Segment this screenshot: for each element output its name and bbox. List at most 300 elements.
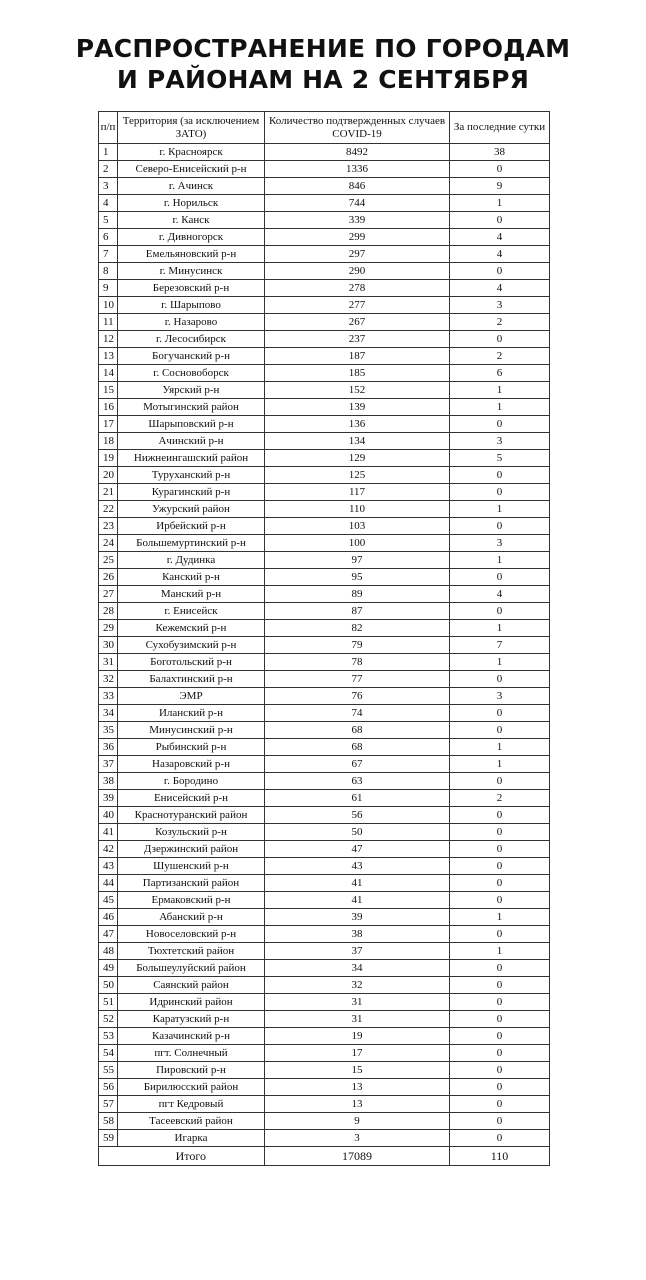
row-territory: Ужурский район <box>118 501 265 518</box>
row-confirmed: 79 <box>265 637 450 654</box>
row-territory: г. Шарыпово <box>118 297 265 314</box>
row-territory: Туруханский р-н <box>118 467 265 484</box>
row-confirmed: 15 <box>265 1062 450 1079</box>
row-last-day: 3 <box>450 433 550 450</box>
row-confirmed: 97 <box>265 552 450 569</box>
row-territory: Саянский район <box>118 977 265 994</box>
row-territory: г. Минусинск <box>118 263 265 280</box>
table-row <box>99 416 550 433</box>
row-last-day: 4 <box>450 246 550 263</box>
row-territory: Козульский р-н <box>118 824 265 841</box>
table-row <box>99 790 550 807</box>
table-total-row <box>99 1147 550 1166</box>
row-territory: Ирбейский р-н <box>118 518 265 535</box>
row-territory: Иланский р-н <box>118 705 265 722</box>
table-row <box>99 654 550 671</box>
row-last-day: 1 <box>450 382 550 399</box>
table-row <box>99 1113 550 1130</box>
row-num: 19 <box>99 450 118 467</box>
table-row <box>99 620 550 637</box>
row-num: 12 <box>99 331 118 348</box>
row-territory: Ачинский р-н <box>118 433 265 450</box>
row-territory: г. Дивногорск <box>118 229 265 246</box>
row-territory: г. Ачинск <box>118 178 265 195</box>
row-confirmed: 78 <box>265 654 450 671</box>
row-territory: г. Сосновоборск <box>118 365 265 382</box>
title-line-2: И РАЙОНАМ НА 2 СЕНТЯБРЯ <box>116 65 530 94</box>
row-num: 11 <box>99 314 118 331</box>
row-confirmed: 74 <box>265 705 450 722</box>
table-row <box>99 569 550 586</box>
row-confirmed: 8492 <box>265 144 450 161</box>
table-row <box>99 1011 550 1028</box>
total-label: Итого <box>118 1147 265 1166</box>
row-territory: Игарка <box>118 1130 265 1147</box>
row-num: 2 <box>99 161 118 178</box>
table-row <box>99 484 550 501</box>
row-num: 56 <box>99 1079 118 1096</box>
row-territory: Манский р-н <box>118 586 265 603</box>
table-row <box>99 297 550 314</box>
row-last-day: 0 <box>450 1096 550 1113</box>
row-num: 59 <box>99 1130 118 1147</box>
row-last-day: 0 <box>450 1045 550 1062</box>
table-row <box>99 1130 550 1147</box>
table-row <box>99 501 550 518</box>
row-last-day: 0 <box>450 824 550 841</box>
row-num: 27 <box>99 586 118 603</box>
row-territory: г. Норильск <box>118 195 265 212</box>
table-row <box>99 246 550 263</box>
row-num: 34 <box>99 705 118 722</box>
row-num: 8 <box>99 263 118 280</box>
row-confirmed: 32 <box>265 977 450 994</box>
table-row <box>99 161 550 178</box>
row-territory: Мотыгинский район <box>118 399 265 416</box>
table-row <box>99 1045 550 1062</box>
row-last-day: 0 <box>450 603 550 620</box>
table-row <box>99 773 550 790</box>
row-num: 41 <box>99 824 118 841</box>
row-last-day: 0 <box>450 1130 550 1147</box>
row-num: 20 <box>99 467 118 484</box>
row-last-day: 1 <box>450 195 550 212</box>
row-confirmed: 152 <box>265 382 450 399</box>
row-territory: Минусинский р-н <box>118 722 265 739</box>
row-confirmed: 13 <box>265 1079 450 1096</box>
row-last-day: 3 <box>450 688 550 705</box>
row-confirmed: 67 <box>265 756 450 773</box>
row-confirmed: 9 <box>265 1113 450 1130</box>
row-territory: г. Красноярск <box>118 144 265 161</box>
row-confirmed: 139 <box>265 399 450 416</box>
row-confirmed: 56 <box>265 807 450 824</box>
row-confirmed: 68 <box>265 722 450 739</box>
row-last-day: 0 <box>450 1011 550 1028</box>
table-row <box>99 943 550 960</box>
row-last-day: 0 <box>450 705 550 722</box>
row-confirmed: 77 <box>265 671 450 688</box>
total-blank-cell <box>99 1147 118 1166</box>
table-row <box>99 195 550 212</box>
table-row <box>99 1028 550 1045</box>
row-num: 14 <box>99 365 118 382</box>
row-last-day: 1 <box>450 943 550 960</box>
row-num: 6 <box>99 229 118 246</box>
row-last-day: 0 <box>450 467 550 484</box>
table-row <box>99 841 550 858</box>
row-last-day: 0 <box>450 484 550 501</box>
row-confirmed: 41 <box>265 892 450 909</box>
table-row <box>99 263 550 280</box>
row-territory: г. Канск <box>118 212 265 229</box>
row-territory: Березовский р-н <box>118 280 265 297</box>
table-row <box>99 314 550 331</box>
row-confirmed: 31 <box>265 994 450 1011</box>
row-num: 9 <box>99 280 118 297</box>
table-row <box>99 875 550 892</box>
row-confirmed: 185 <box>265 365 450 382</box>
row-confirmed: 277 <box>265 297 450 314</box>
table-row <box>99 586 550 603</box>
row-last-day: 3 <box>450 297 550 314</box>
row-last-day: 1 <box>450 620 550 637</box>
table-row <box>99 467 550 484</box>
row-last-day: 0 <box>450 960 550 977</box>
row-confirmed: 290 <box>265 263 450 280</box>
row-last-day: 0 <box>450 773 550 790</box>
table-row <box>99 807 550 824</box>
row-territory: Тюхтетский район <box>118 943 265 960</box>
row-confirmed: 100 <box>265 535 450 552</box>
row-territory: Нижнеингашский район <box>118 450 265 467</box>
row-last-day: 5 <box>450 450 550 467</box>
row-confirmed: 38 <box>265 926 450 943</box>
row-territory: Идринский район <box>118 994 265 1011</box>
row-territory: Назаровский р-н <box>118 756 265 773</box>
table-row <box>99 212 550 229</box>
row-num: 47 <box>99 926 118 943</box>
table-row <box>99 518 550 535</box>
table-row <box>99 229 550 246</box>
row-territory: Абанский р-н <box>118 909 265 926</box>
row-territory: Уярский р-н <box>118 382 265 399</box>
table-body <box>99 144 550 1147</box>
row-last-day: 3 <box>450 535 550 552</box>
row-confirmed: 82 <box>265 620 450 637</box>
row-confirmed: 297 <box>265 246 450 263</box>
row-territory: г. Енисейск <box>118 603 265 620</box>
row-territory: г. Лесосибирск <box>118 331 265 348</box>
table-row <box>99 1096 550 1113</box>
row-last-day: 0 <box>450 416 550 433</box>
total-confirmed: 17089 <box>265 1147 450 1166</box>
header-num: п/п <box>99 112 118 144</box>
row-confirmed: 129 <box>265 450 450 467</box>
row-num: 45 <box>99 892 118 909</box>
table-row <box>99 688 550 705</box>
row-territory: Партизанский район <box>118 875 265 892</box>
row-territory: Тасеевский район <box>118 1113 265 1130</box>
row-confirmed: 134 <box>265 433 450 450</box>
table-row <box>99 892 550 909</box>
table-row <box>99 909 550 926</box>
row-territory: Каратузский р-н <box>118 1011 265 1028</box>
row-confirmed: 136 <box>265 416 450 433</box>
row-confirmed: 61 <box>265 790 450 807</box>
table-row <box>99 637 550 654</box>
table-row <box>99 433 550 450</box>
row-num: 22 <box>99 501 118 518</box>
row-confirmed: 846 <box>265 178 450 195</box>
row-confirmed: 37 <box>265 943 450 960</box>
table-row <box>99 926 550 943</box>
row-num: 37 <box>99 756 118 773</box>
row-num: 40 <box>99 807 118 824</box>
row-last-day: 0 <box>450 841 550 858</box>
row-confirmed: 237 <box>265 331 450 348</box>
row-territory: Курагинский р-н <box>118 484 265 501</box>
row-territory: Сухобузимский р-н <box>118 637 265 654</box>
row-confirmed: 95 <box>265 569 450 586</box>
row-num: 48 <box>99 943 118 960</box>
row-num: 35 <box>99 722 118 739</box>
row-confirmed: 89 <box>265 586 450 603</box>
row-num: 15 <box>99 382 118 399</box>
table-row <box>99 535 550 552</box>
row-confirmed: 187 <box>265 348 450 365</box>
row-num: 32 <box>99 671 118 688</box>
row-num: 54 <box>99 1045 118 1062</box>
row-territory: Дзержинский район <box>118 841 265 858</box>
row-territory: Ермаковский р-н <box>118 892 265 909</box>
row-territory: Новоселовский р-н <box>118 926 265 943</box>
row-territory: Енисейский р-н <box>118 790 265 807</box>
row-confirmed: 63 <box>265 773 450 790</box>
row-territory: Шушенский р-н <box>118 858 265 875</box>
row-num: 21 <box>99 484 118 501</box>
table-row <box>99 960 550 977</box>
row-last-day: 0 <box>450 212 550 229</box>
table-row <box>99 756 550 773</box>
row-num: 43 <box>99 858 118 875</box>
row-num: 26 <box>99 569 118 586</box>
row-confirmed: 87 <box>265 603 450 620</box>
row-num: 49 <box>99 960 118 977</box>
row-last-day: 4 <box>450 586 550 603</box>
row-last-day: 0 <box>450 1028 550 1045</box>
row-num: 13 <box>99 348 118 365</box>
row-num: 44 <box>99 875 118 892</box>
row-last-day: 1 <box>450 739 550 756</box>
row-last-day: 1 <box>450 654 550 671</box>
row-territory: Рыбинский р-н <box>118 739 265 756</box>
row-last-day: 1 <box>450 909 550 926</box>
row-territory: Бирилюсский район <box>118 1079 265 1096</box>
row-territory: Емельяновский р-н <box>118 246 265 263</box>
row-last-day: 0 <box>450 263 550 280</box>
table-row <box>99 399 550 416</box>
row-last-day: 4 <box>450 280 550 297</box>
table-row <box>99 144 550 161</box>
row-last-day: 0 <box>450 569 550 586</box>
row-num: 28 <box>99 603 118 620</box>
row-confirmed: 13 <box>265 1096 450 1113</box>
row-territory: Казачинский р-н <box>118 1028 265 1045</box>
row-confirmed: 47 <box>265 841 450 858</box>
row-last-day: 0 <box>450 518 550 535</box>
row-confirmed: 339 <box>265 212 450 229</box>
row-num: 4 <box>99 195 118 212</box>
row-last-day: 0 <box>450 892 550 909</box>
row-num: 3 <box>99 178 118 195</box>
row-territory: г. Дудинка <box>118 552 265 569</box>
row-last-day: 0 <box>450 858 550 875</box>
row-last-day: 2 <box>450 314 550 331</box>
row-num: 51 <box>99 994 118 1011</box>
row-last-day: 0 <box>450 926 550 943</box>
row-num: 39 <box>99 790 118 807</box>
header-confirmed: Количество подтвержденных случаев COVID-19 <box>265 112 450 144</box>
row-num: 29 <box>99 620 118 637</box>
row-num: 1 <box>99 144 118 161</box>
row-num: 16 <box>99 399 118 416</box>
row-confirmed: 19 <box>265 1028 450 1045</box>
row-territory: Большемуртинский р-н <box>118 535 265 552</box>
row-confirmed: 17 <box>265 1045 450 1062</box>
row-num: 53 <box>99 1028 118 1045</box>
row-num: 10 <box>99 297 118 314</box>
table-row <box>99 977 550 994</box>
table-row <box>99 348 550 365</box>
table-row <box>99 824 550 841</box>
row-last-day: 0 <box>450 875 550 892</box>
row-confirmed: 50 <box>265 824 450 841</box>
row-num: 24 <box>99 535 118 552</box>
row-confirmed: 1336 <box>265 161 450 178</box>
table-row <box>99 858 550 875</box>
row-territory: Краснотуранский район <box>118 807 265 824</box>
table-row <box>99 552 550 569</box>
row-num: 38 <box>99 773 118 790</box>
covid-cases-table <box>98 111 550 1166</box>
row-last-day: 9 <box>450 178 550 195</box>
table-row <box>99 603 550 620</box>
row-confirmed: 41 <box>265 875 450 892</box>
header-last-day: За последние сутки <box>450 112 550 144</box>
table-row <box>99 365 550 382</box>
row-last-day: 2 <box>450 348 550 365</box>
row-last-day: 0 <box>450 161 550 178</box>
row-num: 58 <box>99 1113 118 1130</box>
row-num: 23 <box>99 518 118 535</box>
row-last-day: 0 <box>450 671 550 688</box>
table-row <box>99 994 550 1011</box>
table-header-row <box>99 112 550 144</box>
row-confirmed: 34 <box>265 960 450 977</box>
row-last-day: 0 <box>450 994 550 1011</box>
row-last-day: 2 <box>450 790 550 807</box>
table-row <box>99 739 550 756</box>
title-line-1: РАСПРОСТРАНЕНИЕ ПО ГОРОДАМ <box>75 34 571 63</box>
row-last-day: 0 <box>450 331 550 348</box>
row-last-day: 0 <box>450 807 550 824</box>
row-territory: Канский р-н <box>118 569 265 586</box>
row-num: 31 <box>99 654 118 671</box>
total-last-day: 110 <box>450 1147 550 1166</box>
row-confirmed: 267 <box>265 314 450 331</box>
row-num: 17 <box>99 416 118 433</box>
row-num: 55 <box>99 1062 118 1079</box>
row-territory: пгт Кедровый <box>118 1096 265 1113</box>
row-confirmed: 278 <box>265 280 450 297</box>
row-num: 42 <box>99 841 118 858</box>
table-row <box>99 331 550 348</box>
row-confirmed: 299 <box>265 229 450 246</box>
row-territory: г. Назарово <box>118 314 265 331</box>
row-num: 50 <box>99 977 118 994</box>
row-territory: Кежемский р-н <box>118 620 265 637</box>
row-num: 33 <box>99 688 118 705</box>
row-num: 5 <box>99 212 118 229</box>
row-last-day: 0 <box>450 1113 550 1130</box>
row-territory: Большеулуйский район <box>118 960 265 977</box>
row-confirmed: 3 <box>265 1130 450 1147</box>
row-territory: Пировский р-н <box>118 1062 265 1079</box>
row-territory: Боготольский р-н <box>118 654 265 671</box>
row-confirmed: 43 <box>265 858 450 875</box>
header-territory: Территория (за исключением ЗАТО) <box>118 112 265 144</box>
row-last-day: 1 <box>450 552 550 569</box>
row-num: 7 <box>99 246 118 263</box>
row-num: 25 <box>99 552 118 569</box>
row-last-day: 0 <box>450 1079 550 1096</box>
table-row <box>99 280 550 297</box>
table-row <box>99 671 550 688</box>
row-num: 57 <box>99 1096 118 1113</box>
table-row <box>99 178 550 195</box>
row-last-day: 1 <box>450 399 550 416</box>
row-num: 46 <box>99 909 118 926</box>
row-confirmed: 76 <box>265 688 450 705</box>
row-last-day: 0 <box>450 722 550 739</box>
row-num: 30 <box>99 637 118 654</box>
row-last-day: 6 <box>450 365 550 382</box>
page-title <box>0 33 646 95</box>
row-num: 52 <box>99 1011 118 1028</box>
row-confirmed: 744 <box>265 195 450 212</box>
row-last-day: 0 <box>450 1062 550 1079</box>
row-territory: Северо-Енисейский р-н <box>118 161 265 178</box>
row-territory: Балахтинский р-н <box>118 671 265 688</box>
row-last-day: 7 <box>450 637 550 654</box>
row-last-day: 1 <box>450 756 550 773</box>
row-num: 18 <box>99 433 118 450</box>
row-confirmed: 125 <box>265 467 450 484</box>
table-row <box>99 382 550 399</box>
row-confirmed: 110 <box>265 501 450 518</box>
row-territory: ЭМР <box>118 688 265 705</box>
row-territory: пгт. Солнечный <box>118 1045 265 1062</box>
row-last-day: 38 <box>450 144 550 161</box>
table-row <box>99 722 550 739</box>
row-confirmed: 117 <box>265 484 450 501</box>
row-last-day: 0 <box>450 977 550 994</box>
row-confirmed: 31 <box>265 1011 450 1028</box>
table-row <box>99 1062 550 1079</box>
row-confirmed: 103 <box>265 518 450 535</box>
row-territory: Богучанский р-н <box>118 348 265 365</box>
